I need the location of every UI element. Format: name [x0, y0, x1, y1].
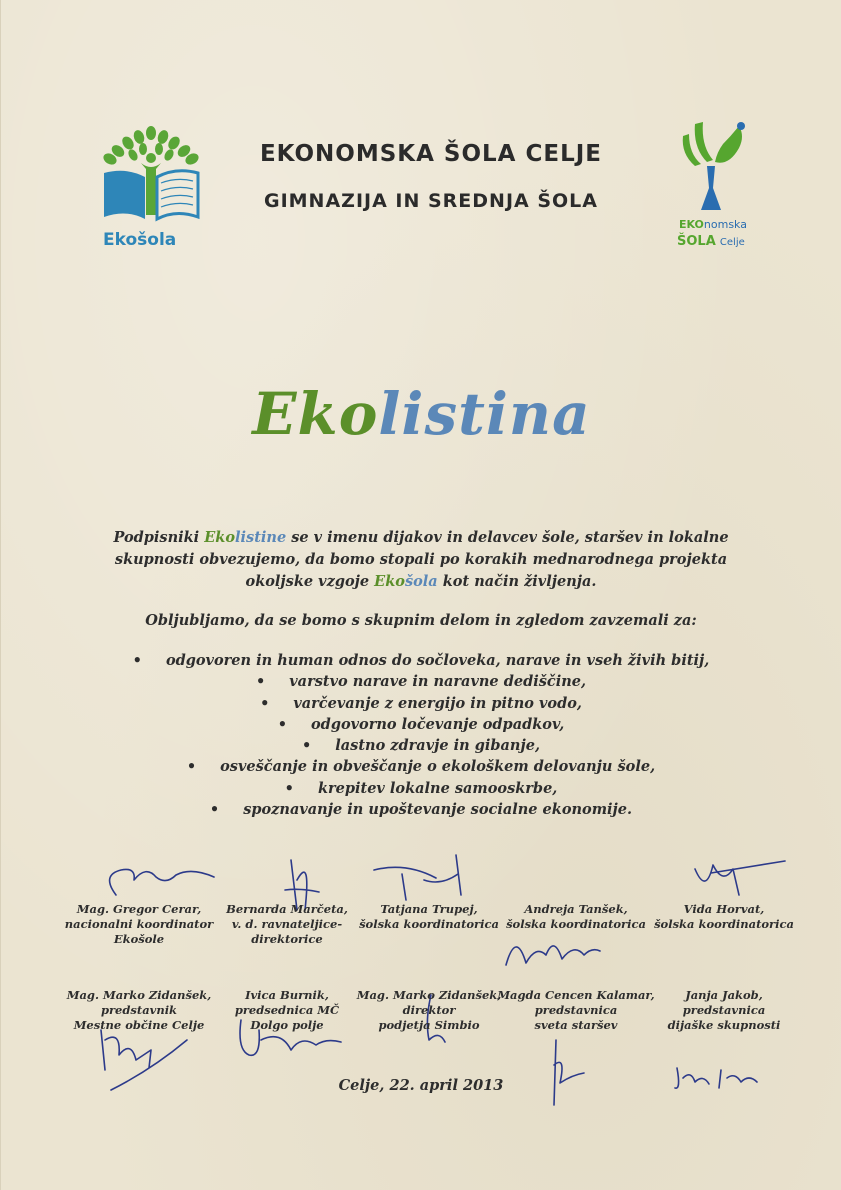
- signatory-block: Magda Cencen Kalamar, predstavnica sveta staršev: [497, 988, 655, 1032]
- signatory-block: Janja Jakob, predstavnica dijaške skupnosti: [667, 988, 781, 1032]
- school-name: EKONOMSKA ŠOLA CELJE: [259, 141, 603, 167]
- signatory-block: Andreja Tanšek, šolska koordinatorica: [506, 902, 646, 931]
- school-subtitle: GIMNAZIJA IN SREDNJA ŠOLA: [263, 190, 598, 212]
- signatory-block: Ivica Burnik, predsednica MČ Dolgo polje: [234, 988, 340, 1032]
- signature-scribble: [536, 1035, 596, 1115]
- list-item: • varstvo narave in naravne dediščine,: [255, 673, 587, 691]
- list-item: • lastno zdravje in gibanje,: [301, 737, 540, 755]
- signature-scribble: [366, 850, 476, 910]
- tree-book-icon: [101, 125, 201, 225]
- document-title: Ekolistina: [252, 380, 591, 448]
- sprout-icon: [673, 118, 753, 218]
- signatory-block: Bernarda Marčeta, v. d. ravnateljice- direktorice: [226, 902, 348, 946]
- logo-text-line2: ŠOLA Celje: [677, 234, 745, 249]
- list-item: • odgovorno ločevanje odpadkov,: [277, 715, 565, 733]
- ekonomska-sola-logo: [673, 118, 773, 258]
- list-item: • krepitev lokalne samooskrbe,: [284, 779, 558, 797]
- logo-text-line1: EKOnomska: [679, 218, 747, 231]
- ekosola-logo-label: Ekošola: [103, 230, 177, 250]
- list-item: • varčevanje z energijo in pitno vodo,: [260, 694, 582, 712]
- signatory-block: Vida Horvat, šolska koordinatorica: [654, 902, 794, 931]
- signatory-block: Tatjana Trupej, šolska koordinatorica: [359, 902, 499, 931]
- place-and-date: Celje, 22. april 2013: [338, 1077, 504, 1094]
- commitments-list: [91, 650, 751, 820]
- ekosola-logo: [101, 125, 201, 255]
- list-item: • odgovoren in human odnos do sočloveka, narave in vseh živih bitij,: [132, 652, 710, 669]
- list-item: • osveščanje in obveščanje o ekološkem delovanju šole,: [186, 758, 656, 776]
- signature-scribble: [496, 925, 606, 975]
- intro-paragraph: Podpisniki Ekolistine se v imenu dijakov in delavcev šole, staršev in lokalne skupnosti obvezujemo, da bomo stopali po korakih mednarodnega projekta okoljske vzgoje Ekošola kot način življenja.: [113, 529, 729, 590]
- signature-scribble: [669, 1060, 769, 1095]
- signatory-block: Mag. Marko Zidanšek, direktor podjetja Simbio: [356, 988, 502, 1032]
- list-item: • spoznavanje in upoštevanje socialne ekonomije.: [209, 801, 633, 819]
- signatory-block: Mag. Gregor Cerar, nacionalni koordinator Ekošole: [64, 902, 214, 946]
- signature-scribble: [681, 855, 791, 905]
- promise-statement: Obljubljamo, da se bomo s skupnim delom in zgledom zavzemali za:: [145, 612, 697, 629]
- signatory-block: Mag. Marko Zidanšek, predstavnik Mestne občine Celje: [66, 988, 212, 1032]
